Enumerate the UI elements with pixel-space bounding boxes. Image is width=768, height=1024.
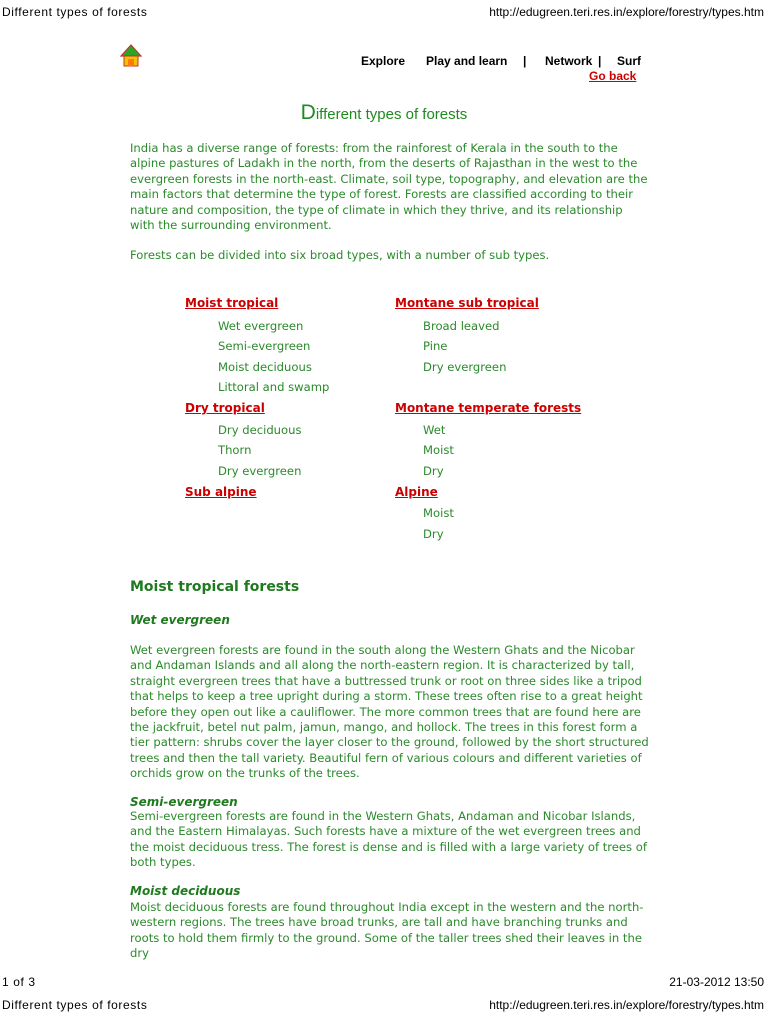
subtype-item: Wet evergreen: [218, 319, 304, 333]
go-back-link[interactable]: Go back: [589, 69, 637, 83]
category-montane-temperate[interactable]: Montane temperate forests: [395, 401, 582, 415]
section-heading: Moist tropical forests: [130, 579, 300, 595]
subtype-item: Dry: [423, 527, 444, 541]
category-moist-tropical[interactable]: Moist tropical: [185, 296, 279, 310]
subtype-item: Thorn: [218, 443, 252, 457]
category-dry-tropical[interactable]: Dry tropical: [185, 401, 265, 415]
print-footer-page: 1 of 3: [2, 975, 36, 989]
moist-deciduous-paragraph: Moist deciduous forests are found throughout India except in the western and the north-western regions. The trees have broad trunks, are tall and have branching trunks and roots to hold them firmly to the ground. Some of the taller trees shed their leaves in the dry: [130, 900, 644, 961]
page-title-rest: ifferent types of forests: [315, 106, 468, 123]
print-footer-datetime: 21-03-2012 13:50: [669, 975, 764, 989]
subtype-item: Semi-evergreen: [218, 339, 311, 353]
category-alpine[interactable]: Alpine: [395, 485, 438, 499]
print-header: [0, 5, 768, 21]
page-title: [0, 101, 768, 125]
nav-separator: |: [598, 54, 602, 68]
print-footer-url: http://edugreen.teri.res.in/explore/forestry/types.htm: [489, 998, 764, 1012]
nav-explore[interactable]: Explore: [361, 54, 406, 68]
subtype-item: Pine: [423, 339, 448, 353]
print-header-url: http://edugreen.teri.res.in/explore/forestry/types.htm: [489, 5, 764, 19]
subtype-item: Dry evergreen: [218, 464, 302, 478]
subtype-item: Dry evergreen: [423, 360, 507, 374]
wet-evergreen-paragraph: Wet evergreen forests are found in the south along the Western Ghats and the Nicobar and Andaman Islands and all along the north-eastern region. It is characterized by tall, straight evergreen trees that have a buttressed trunk or root on three sides like a tripod that helps to keep a tree upright during a storm. These trees often rise to a great height before they open out like a cauliflower. The more common trees that are found here are the jackfruit, betel nut palm, jamun, mango, and hollock. The trees in this forest form a tier pattern: shrubs cover the layer closer to the ground, followed by the short structured trees and then the tall variety. Beautiful fern of various colours and different varieties of orchids grow on the trunks of the trees.: [130, 643, 649, 781]
category-montane-sub-tropical[interactable]: Montane sub tropical: [395, 296, 539, 310]
home-icon[interactable]: [120, 44, 142, 70]
semi-evergreen-paragraph: Semi-evergreen forests are found in the Western Ghats, Andaman and Nicobar Islands, and the Eastern Himalayas. Such forests have a mixture of the wet evergreen trees and the moist deciduous tress. The forest is dense and is filled with a large variety of trees of both types.: [130, 809, 647, 870]
intro-paragraph: India has a diverse range of forests: from the rainforest of Kerala in the south to the alpine pastures of Ladakh in the north, from the deserts of Rajasthan in the west to the evergreen forests in the north-east. Climate, soil type, topography, and elevation are the main factors that determine the type of forest. Forests are classified according to their nature and composition, the type of climate in which they thrive, and its relationship with the surrounding environment.: [130, 141, 648, 233]
nav-surf[interactable]: Surf: [617, 54, 641, 68]
print-footer-title: Different types of forests: [2, 998, 148, 1012]
intro-summary: Forests can be divided into six broad types, with a number of sub types.: [130, 248, 550, 262]
subsection-heading-wet-evergreen: Wet evergreen: [130, 613, 230, 627]
subtype-item: Dry deciduous: [218, 423, 302, 437]
subtype-item: Moist: [423, 506, 454, 520]
print-footer: [0, 975, 768, 991]
subtype-item: Dry: [423, 464, 444, 478]
nav-network[interactable]: Network: [545, 54, 593, 68]
nav-separator: |: [523, 54, 527, 68]
subtype-item: Broad leaved: [423, 319, 500, 333]
page-title-initial: D: [300, 101, 316, 124]
print-header-title: Different types of forests: [2, 5, 148, 19]
subtype-item: Moist deciduous: [218, 360, 312, 374]
print-footer-2: [0, 998, 768, 1014]
category-sub-alpine[interactable]: Sub alpine: [185, 485, 257, 499]
subtype-item: Wet: [423, 423, 446, 437]
subsection-heading-moist-deciduous: Moist deciduous: [130, 884, 241, 898]
nav-play-and-learn[interactable]: Play and learn: [426, 54, 508, 68]
subtype-item: Littoral and swamp: [218, 380, 330, 394]
subsection-heading-semi-evergreen: Semi-evergreen: [130, 795, 238, 809]
subtype-item: Moist: [423, 443, 454, 457]
